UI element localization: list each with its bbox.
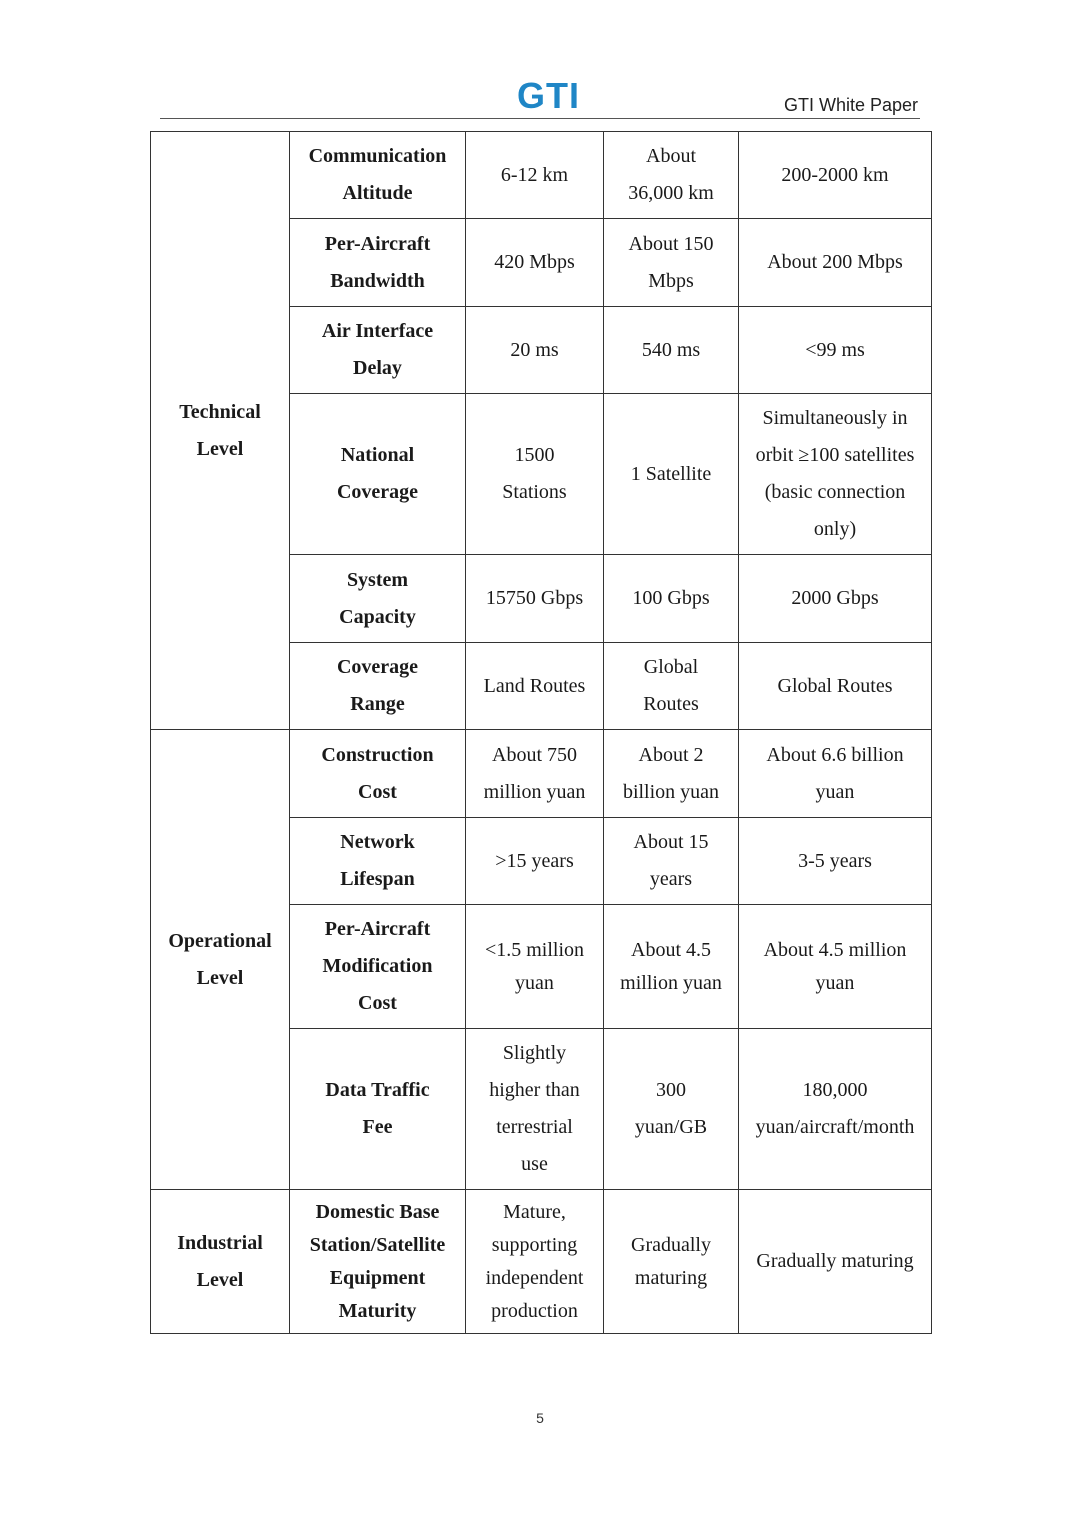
- page-number: 5: [536, 1410, 544, 1426]
- metric-cell: National Coverage: [290, 394, 466, 555]
- category-cell: Technical Level: [151, 132, 290, 730]
- metric-cell: Air Interface Delay: [290, 307, 466, 394]
- value-cell: About 36,000 km: [604, 132, 739, 219]
- value-cell: About 4.5 million yuan: [604, 905, 739, 1029]
- value-cell: 15750 Gbps: [466, 555, 604, 643]
- metric-cell: Domestic Base Station/Satellite Equipment Maturity: [290, 1190, 466, 1334]
- value-cell: 1500 Stations: [466, 394, 604, 555]
- value-cell: 180,000 yuan/aircraft/month: [739, 1029, 932, 1190]
- value-cell: Global Routes: [604, 643, 739, 730]
- value-cell: Global Routes: [739, 643, 932, 730]
- value-cell: About 6.6 billion yuan: [739, 730, 932, 818]
- metric-cell: Per-Aircraft Bandwidth: [290, 219, 466, 307]
- metric-cell: Network Lifespan: [290, 818, 466, 905]
- value-cell: >15 years: [466, 818, 604, 905]
- metric-cell: Data Traffic Fee: [290, 1029, 466, 1190]
- value-cell: Land Routes: [466, 643, 604, 730]
- value-cell: 200-2000 km: [739, 132, 932, 219]
- metric-cell: Per-Aircraft Modification Cost: [290, 905, 466, 1029]
- value-cell: 20 ms: [466, 307, 604, 394]
- value-cell: About 4.5 million yuan: [739, 905, 932, 1029]
- value-cell: Gradually maturing: [739, 1190, 932, 1334]
- table-row: [151, 1190, 932, 1334]
- value-cell: 2000 Gbps: [739, 555, 932, 643]
- value-cell: About 750 million yuan: [466, 730, 604, 818]
- value-cell: About 150 Mbps: [604, 219, 739, 307]
- value-cell: Mature, supporting independent production: [466, 1190, 604, 1334]
- value-cell: 6-12 km: [466, 132, 604, 219]
- value-cell: About 200 Mbps: [739, 219, 932, 307]
- value-cell: 3-5 years: [739, 818, 932, 905]
- metric-cell: Construction Cost: [290, 730, 466, 818]
- header-title: GTI White Paper: [783, 95, 918, 115]
- category-cell: Industrial Level: [151, 1190, 290, 1334]
- value-cell: 300 yuan/GB: [604, 1029, 739, 1190]
- metric-cell: Coverage Range: [290, 643, 466, 730]
- value-cell: Slightly higher than terrestrial use: [466, 1029, 604, 1190]
- value-cell: 1 Satellite: [604, 394, 739, 555]
- table-row: [151, 132, 932, 219]
- metric-cell: System Capacity: [290, 555, 466, 643]
- value-cell: 540 ms: [604, 307, 739, 394]
- value-cell: Simultaneously in orbit ≥100 satellites (basic connection only): [739, 394, 932, 555]
- value-cell: <99 ms: [739, 307, 932, 394]
- page-header: [160, 70, 920, 119]
- comparison-table: [150, 131, 932, 1334]
- value-cell: 420 Mbps: [466, 219, 604, 307]
- value-cell: About 15 years: [604, 818, 739, 905]
- value-cell: About 2 billion yuan: [604, 730, 739, 818]
- value-cell: 100 Gbps: [604, 555, 739, 643]
- metric-cell: Communication Altitude: [290, 132, 466, 219]
- category-cell: Operational Level: [151, 730, 290, 1190]
- value-cell: Gradually maturing: [604, 1190, 739, 1334]
- value-cell: <1.5 million yuan: [466, 905, 604, 1029]
- table-row: [151, 730, 932, 818]
- gti-logo: GTI: [517, 75, 580, 116]
